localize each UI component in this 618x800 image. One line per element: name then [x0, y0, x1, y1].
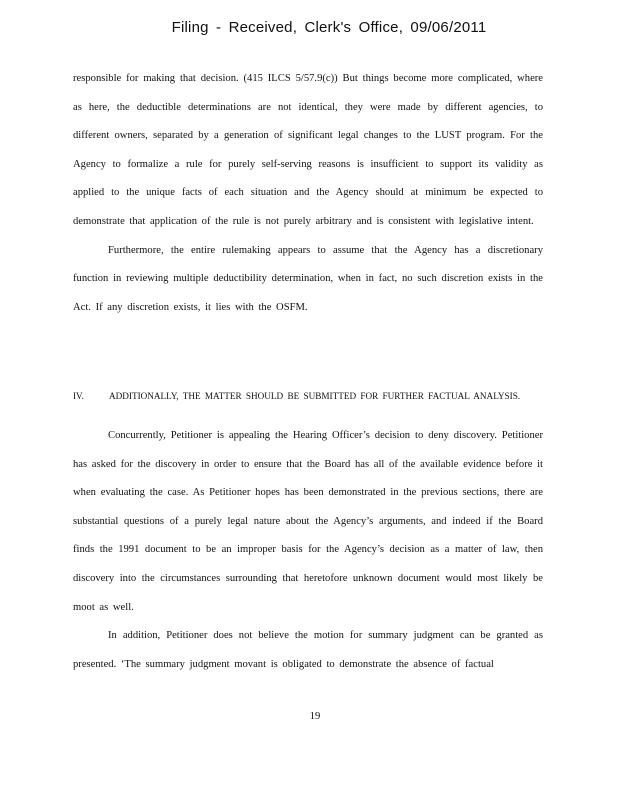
paragraph-concurrently: Concurrently, Petitioner is appealing the Hearing Officer’s decision to deny discovery. Petitioner has asked for the discovery in order to ensure that the Board has all of the available evidence before it when evaluating the case. As Petitioner hopes has been demonstrated in the previous sections, there are substantial questions of a purely legal nature about the Agency’s arguments, and indeed if the Board finds the 1991 document to be an improper basis for the Agency’s decision as a matter of law, then discovery into the circumstances surrounding that heretofore unknown document would most likely be moot as well.	[73, 430, 543, 613]
page-number: 19	[309, 711, 321, 722]
body-text-top	[73, 65, 543, 322]
filing-stamp-header: Filing - Received, Clerk's Office, 09/06/2011	[171, 19, 487, 36]
body-text-bottom	[73, 422, 543, 679]
section-number: IV.	[73, 391, 84, 401]
paragraph-in-addition: In addition, Petitioner does not believe the motion for summary judgment can be granted as presented. ‘The summary judgment movant is obligated to demonstrate the absence of factual	[73, 630, 543, 670]
paragraph-continued: responsible for making that decision. (415 ILCS 5/57.9(c)) But things become more complicated, where as here, the deductible determinations are not identical, they were made by different agencies, to different owners, separated by a generation of significant legal changes to the LUST program. For the Agency to formalize a rule for purely self-serving reasons is insufficient to support its validity as applied to the unique facts of each situation and the Agency should at minimum be expected to demonstrate that application of the rule is not purely arbitrary and is consistent with legislative intent.	[73, 73, 543, 227]
section-title: ADDITIONALLY, THE MATTER SHOULD BE SUBMITTED FOR FURTHER FACTUAL ANALYSIS.	[109, 391, 521, 401]
paragraph-furthermore: Furthermore, the entire rulemaking appears to assume that the Agency has a discretionary function in reviewing multiple deductibility determination, when in fact, no such discretion exists in the Act. If any discretion exists, it lies with the OSFM.	[73, 244, 543, 313]
section-heading	[73, 389, 543, 403]
